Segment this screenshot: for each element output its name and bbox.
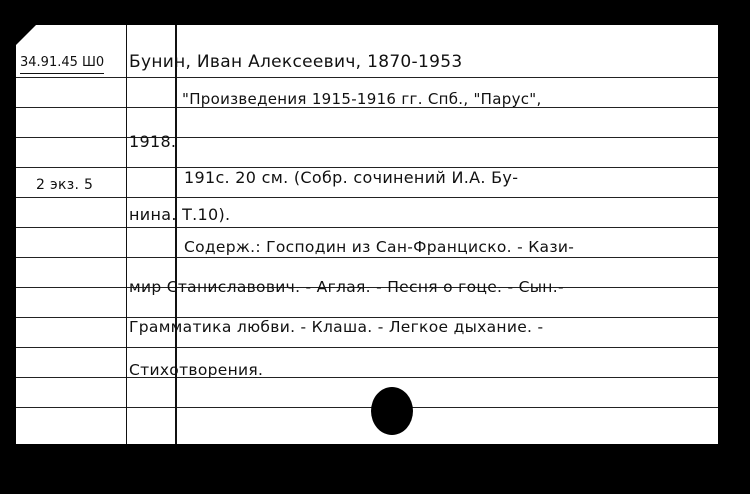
rule-line — [16, 77, 718, 78]
rule-line — [16, 347, 718, 348]
text-line-3: 191с. 20 см. (Собр. сочинений И.А. Бу- — [184, 168, 519, 187]
call-number: 34.91.45 Ш0 — [20, 53, 104, 74]
catalog-card — [16, 25, 718, 444]
text-line-5: Содерж.: Господин из Сан-Франциско. - Кази- — [184, 238, 575, 256]
rule-line — [16, 377, 718, 378]
rule-line — [16, 197, 718, 198]
margin-line-left — [126, 25, 127, 444]
text-line-4: нина. Т.10). — [129, 205, 231, 224]
text-line-2: 1918. — [129, 132, 177, 151]
card-corner-cut — [16, 25, 36, 45]
text-line-7: Грамматика любви. - Клаша. - Легкое дыхание. - — [129, 318, 544, 336]
margin-line-right — [175, 25, 177, 444]
rule-line — [16, 257, 718, 258]
rule-line — [16, 137, 718, 138]
text-line-8: Стихотворения. — [129, 361, 264, 379]
shelf-mark: 2 экз. 5 — [36, 177, 94, 193]
heading-author: Бунин, Иван Алексеевич, 1870-1953 — [129, 52, 463, 72]
rule-line — [16, 407, 718, 408]
text-line-6: мир Станиславович. - Аглая. - Песня о гоце. - Сын.- — [129, 278, 564, 296]
rule-line — [16, 227, 718, 228]
text-line-1: "Произведения 1915-1916 гг. Спб., "Парус", — [182, 90, 542, 108]
punch-hole — [371, 387, 413, 435]
